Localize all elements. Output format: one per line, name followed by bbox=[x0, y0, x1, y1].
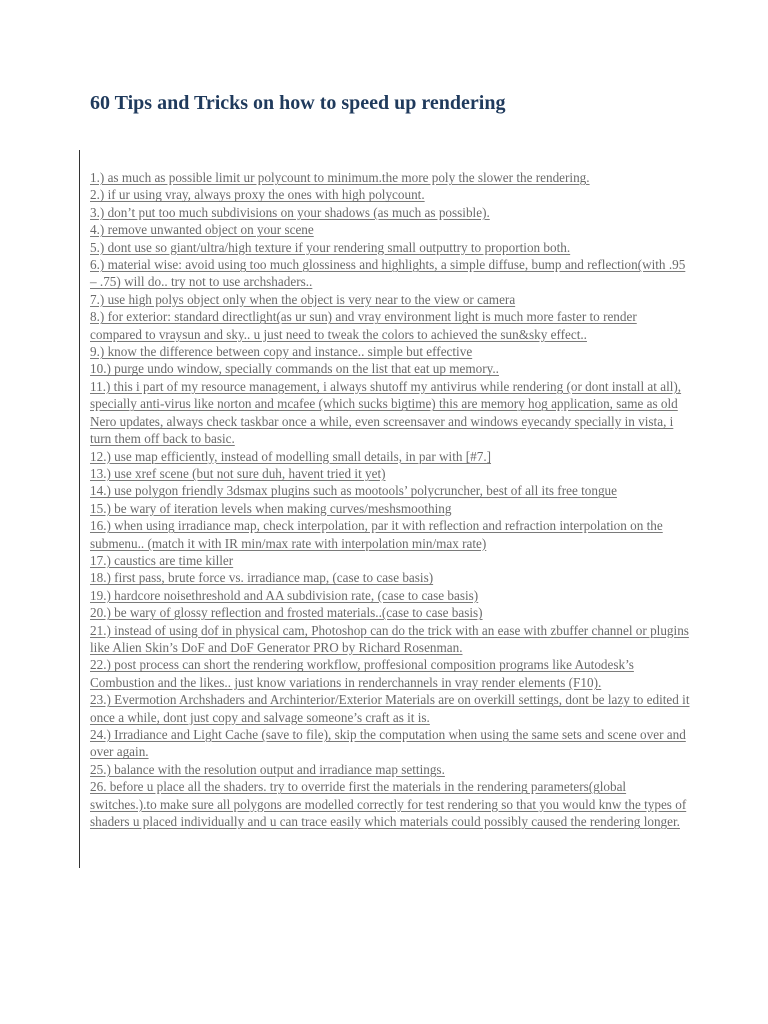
tip-link[interactable]: 24.) Irradiance and Light Cache (save to file), skip the computation when using the same sets and scene over and over again. bbox=[90, 727, 686, 760]
tip-link[interactable]: 19.) hardcore noisethreshold and AA subdivision rate, (case to case basis) bbox=[90, 587, 479, 603]
tip-link[interactable]: 17.) caustics are time killer bbox=[90, 552, 234, 568]
tip-link[interactable]: 20.) be wary of glossy reflection and frosted materials..(case to case basis) bbox=[90, 605, 483, 621]
tip-link[interactable]: 23.) Evermotion Archshaders and Archinterior/Exterior Materials are on overkill settings, dont be lazy to edited it once a while, dont just copy and salvage someone’s craft as it is. bbox=[90, 692, 690, 725]
tip-link[interactable]: 4.) remove unwanted object on your scene bbox=[90, 222, 314, 238]
tip-link[interactable]: 25.) balance with the resolution output and irradiance map settings. bbox=[90, 761, 445, 777]
tip-link[interactable]: 13.) use xref scene (but not sure duh, havent tried it yet) bbox=[90, 465, 386, 481]
tip-link[interactable]: 10.) purge undo window, specially commands on the list that eat up memory.. bbox=[90, 361, 499, 377]
tip-link[interactable]: 3.) don’t put too much subdivisions on your shadows (as much as possible). bbox=[90, 204, 490, 220]
tip-link[interactable]: 9.) know the difference between copy and instance.. simple but effective bbox=[90, 344, 473, 360]
tip-link[interactable]: 11.) this i part of my resource management, i always shutoff my antivirus while rendering (or dont install at all), specially anti-virus like norton and mcafee (which sucks bigtime) this are memory hog application, same as old Nero updates, always check taskbar once a while, even screensaver and windows eyecandy specially in vista, i turn them off back to basic. bbox=[90, 378, 682, 447]
tip-link[interactable]: 16.) when using irradiance map, check interpolation, par it with reflection and refraction interpolation on the submenu.. (match it with IR min/max rate with interpolation min/max rate) bbox=[90, 518, 663, 551]
page-title: 60 Tips and Tricks on how to speed up rendering bbox=[90, 92, 506, 114]
tip-link[interactable]: 22.) post process can short the rendering workflow, proffesional composition programs like Autodesk’s Combustion and the likes.. just know variations in renderchannels in vray render elements (F10). bbox=[90, 657, 634, 690]
tip-link[interactable]: 26. before u place all the shaders. try to override first the materials in the rendering parameters(global switches.).to make sure all polygons are modelled correctly for test rendering so that you would knw the types of shaders u placed individually and u can trace easily which materials could possibly caused the rendering longer. bbox=[90, 779, 687, 830]
tip-link[interactable]: 6.) material wise: avoid using too much glossiness and highlights, a simple diffuse, bump and reflection(with .95 – .75) will do.. try not to use archshaders.. bbox=[90, 257, 686, 290]
tip-link[interactable]: 5.) dont use so giant/ultra/high texture if your rendering small outputtry to proportion both. bbox=[90, 239, 571, 255]
tip-link[interactable]: 14.) use polygon friendly 3dsmax plugins such as mootools’ polycruncher, best of all its free tongue bbox=[90, 483, 617, 499]
tip-link[interactable]: 2.) if ur using vray, always proxy the ones with high polycount. bbox=[90, 187, 425, 203]
tips-list bbox=[90, 169, 690, 830]
tip-link[interactable]: 21.) instead of using dof in physical cam, Photoshop can do the trick with an ease with zbuffer channel or plugins like Alien Skin’s DoF and DoF Generator PRO by Richard Rosenman. bbox=[90, 622, 689, 655]
tip-link[interactable]: 1.) as much as possible limit ur polycount to minimum.the more poly the slower the rendering. bbox=[90, 170, 590, 185]
tip-link[interactable]: 7.) use high polys object only when the object is very near to the view or camera bbox=[90, 291, 516, 307]
tip-link[interactable]: 18.) first pass, brute force vs. irradiance map, (case to case basis) bbox=[90, 570, 434, 586]
margin-rule bbox=[79, 150, 80, 868]
tip-link[interactable]: 12.) use map efficiently, instead of modelling small details, in par with [#7.] bbox=[90, 448, 492, 464]
tip-link[interactable]: 15.) be wary of iteration levels when making curves/meshsmoothing bbox=[90, 500, 452, 516]
tip-link[interactable]: 8.) for exterior: standard directlight(as ur sun) and vray environment light is much more faster to render compared to vraysun and sky.. u just need to tweak the colors to achieved the sun&sky effect.. bbox=[90, 309, 637, 342]
